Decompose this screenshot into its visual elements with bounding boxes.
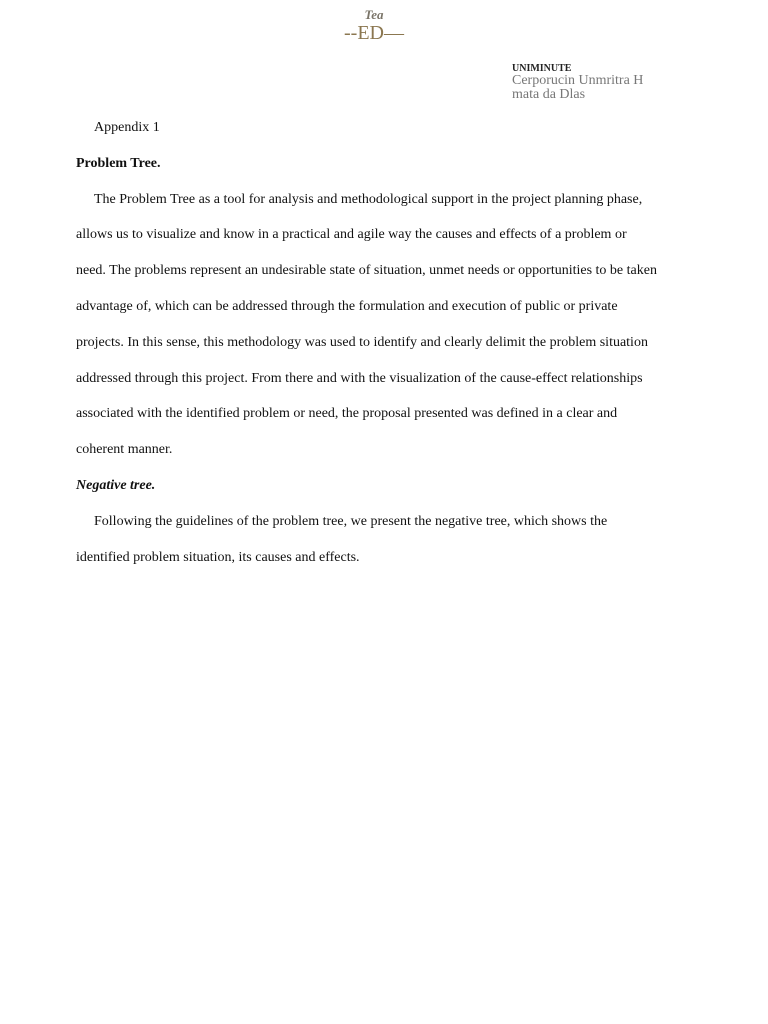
header-logo bbox=[0, 8, 748, 44]
institution-subtitle-line-2: mata da Dlas bbox=[512, 87, 586, 102]
logo-main-text: --ED— bbox=[344, 22, 404, 44]
problem-tree-paragraph: The Problem Tree as a tool for analysis and methodological support in the project planning phase, allows us to visualize and know in a practical and agile way the causes and effects of a problem or need. The problems represent an undesirable state of situation, unmet needs or opportunities to be taken advantage of, which can be addressed through the formulation and execution of public or private projects. In this sense, this methodology was used to identify and clearly delimit the problem situation addressed through this project. From there and with the visualization of the cause-effect relationships associated with the identified problem or need, the proposal presented was defined in a clear and coherent manner. bbox=[76, 191, 657, 458]
logo-top-text: Tea bbox=[364, 7, 384, 22]
problem-tree-heading: Problem Tree. bbox=[76, 155, 161, 171]
appendix-label: Appendix 1 bbox=[94, 120, 160, 135]
negative-tree-heading: Negative tree. bbox=[76, 477, 156, 493]
institution-name: UNIMINUTE bbox=[512, 63, 572, 74]
institution-block bbox=[512, 63, 732, 102]
document-body bbox=[76, 110, 660, 575]
negative-tree-paragraph: Following the guidelines of the problem tree, we present the negative tree, which shows the identified problem situation, its causes and effects. bbox=[76, 513, 608, 565]
institution-subtitle-line-1: Cerporucin Unmritra H bbox=[512, 73, 644, 88]
